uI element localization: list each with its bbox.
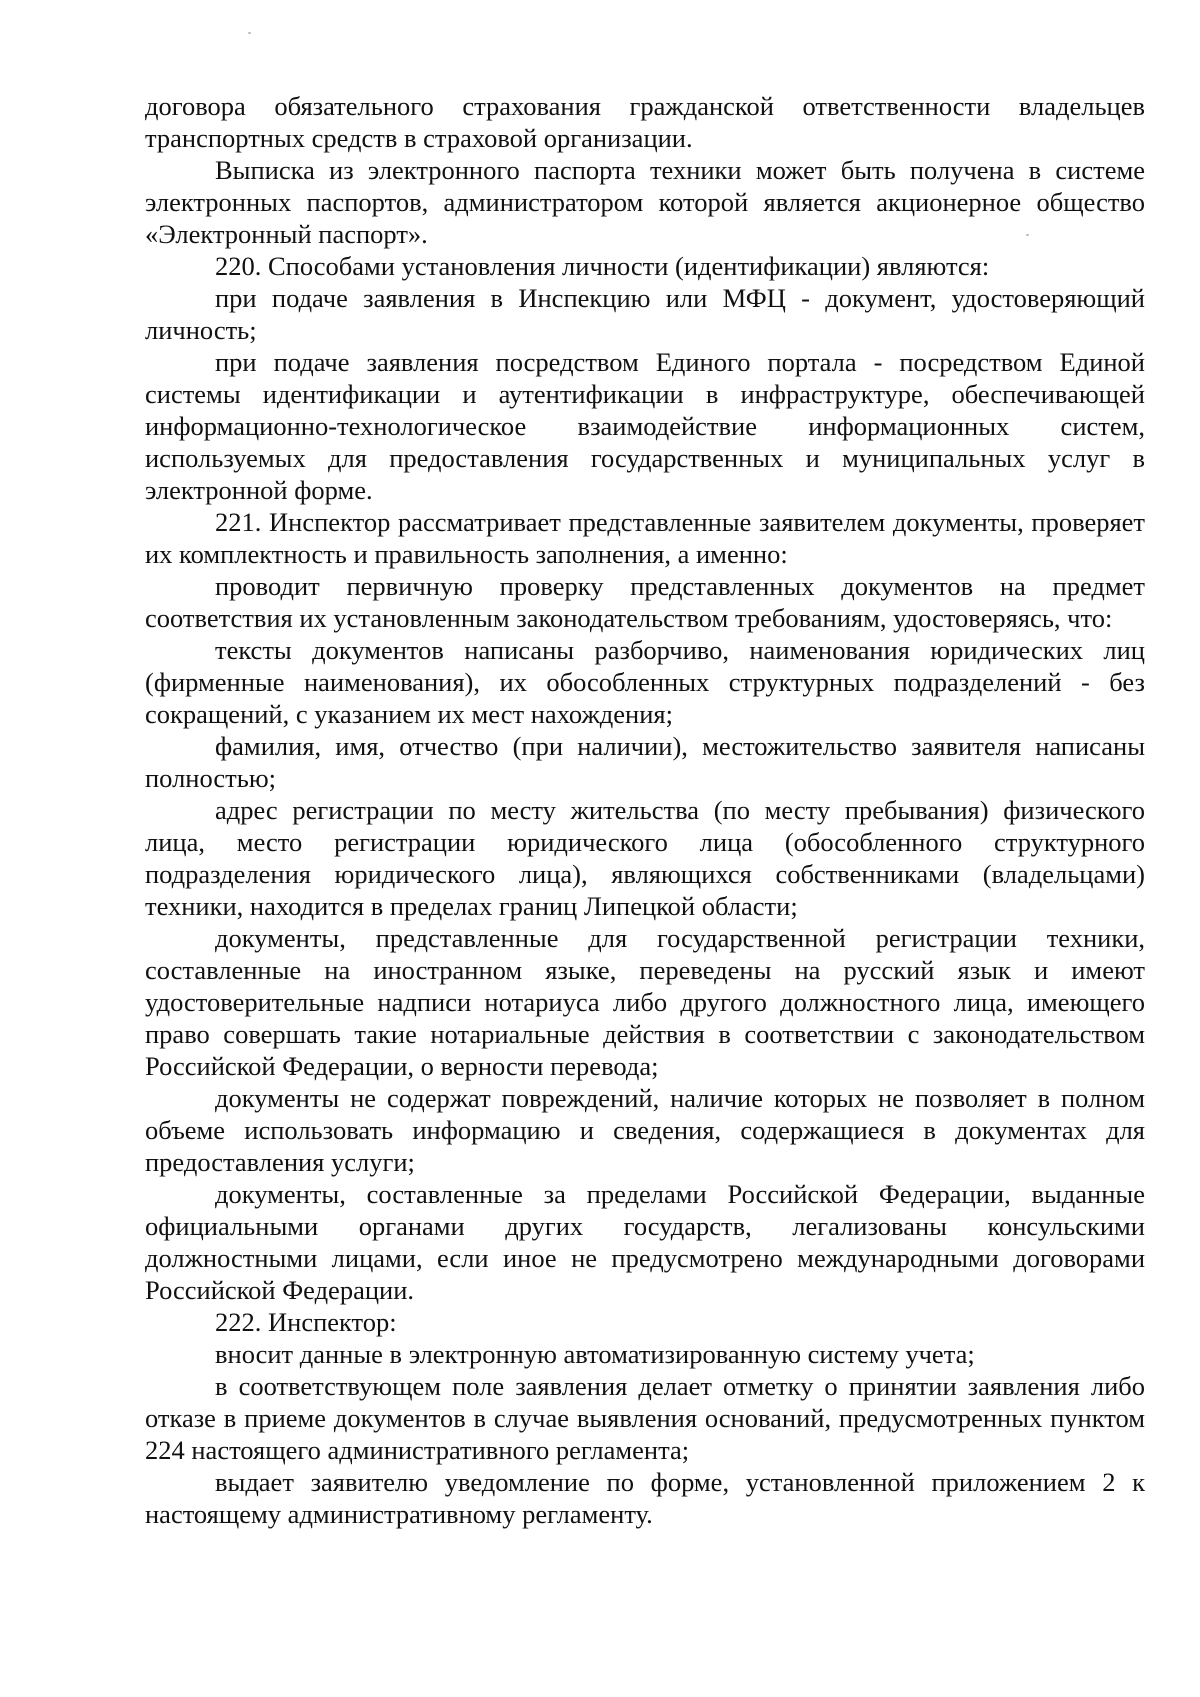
paragraph: при подаче заявления в Инспекцию или МФЦ - документ, удостоверяющий личность; — [145, 283, 1145, 345]
document-body — [145, 90, 1145, 1530]
paragraph: 220. Способами установления личности (идентификации) являются: — [215, 251, 990, 281]
scan-speck — [248, 32, 251, 34]
paragraph: 222. Инспектор: — [215, 1307, 397, 1337]
paragraph: проводит первичную проверку представленных документов на предмет соответствия их установленным законодательством требованиям, удостоверяясь, что: — [145, 571, 1145, 633]
paragraph: документы не содержат повреждений, наличие которых не позволяет в полном объеме использовать информацию и сведения, содержащиеся в документах для предоставления услуги; — [145, 1083, 1145, 1177]
paragraph: при подаче заявления посредством Единого портала - посредством Единой системы идентификации и аутентификации в инфраструктуре, обеспечивающей информационно-технологическое взаимодействие информационных систем, используемых для предоставления государственных и муниципальных услуг в электронной форме. — [145, 347, 1145, 505]
paragraph: фамилия, имя, отчество (при наличии), местожительство заявителя написаны полностью; — [145, 731, 1145, 793]
paragraph: адрес регистрации по месту жительства (по месту пребывания) физического лица, место регистрации юридического лица (обособленного структурного подразделения юридического лица), являющихся собственниками (владельцами) техники, находится в пределах границ Липецкой области; — [145, 795, 1145, 921]
paragraph: договора обязательного страхования гражданской ответственности владельцев транспортных средств в страховой организации. — [145, 91, 1145, 153]
paragraph: вносит данные в электронную автоматизированную систему учета; — [215, 1339, 975, 1369]
paragraph: выдает заявителю уведомление по форме, установленной приложением 2 к настоящему административному регламенту. — [145, 1467, 1145, 1529]
paragraph: документы, составленные за пределами Российской Федерации, выданные официальными органами других государств, легализованы консульскими должностными лицами, если иное не предусмотрено международными договорами Российской Федерации. — [145, 1179, 1145, 1305]
paragraph: в соответствующем поле заявления делает отметку о принятии заявления либо отказе в приеме документов в случае выявления оснований, предусмотренных пунктом 224 настоящего административного регламента; — [145, 1371, 1145, 1465]
paragraph: 221. Инспектор рассматривает представленные заявителем документы, проверяет их комплектность и правильность заполнения, а именно: — [145, 507, 1145, 569]
paragraph: документы, представленные для государственной регистрации техники, составленные на иностранном языке, переведены на русский язык и имеют удостоверительные надписи нотариуса либо другого должностного лица, имеющего право совершать такие нотариальные действия в соответствии с законодательством Российской Федерации, о верности перевода; — [145, 923, 1145, 1081]
paragraph: Выписка из электронного паспорта техники может быть получена в системе электронных паспортов, администратором которой является акционерное общество «Электронный паспорт». — [145, 155, 1145, 249]
paragraph: тексты документов написаны разборчиво, наименования юридических лиц (фирменные наименования), их обособленных структурных подразделений - без сокращений, с указанием их мест нахождения; — [145, 635, 1145, 729]
